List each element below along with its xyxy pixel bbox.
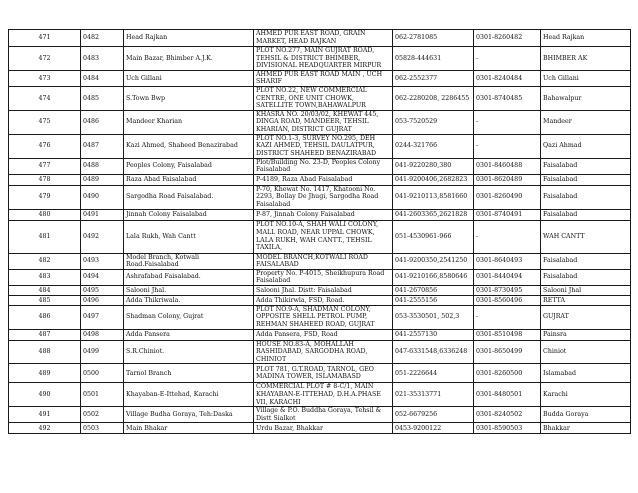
phone-cell: 041-9220280,380 bbox=[393, 158, 474, 174]
fax-cell: 0301-8510498 bbox=[474, 329, 541, 340]
branch-code-cell: 0486 bbox=[81, 110, 124, 134]
city-cell: Head Rajkan bbox=[541, 30, 631, 47]
address-cell: Adda Pansera, FSD, Road bbox=[254, 329, 393, 340]
phone-cell: 0453-9200122 bbox=[393, 423, 474, 434]
phone-cell: 041-2670856 bbox=[393, 285, 474, 295]
branch-name-cell: Jinnah Colony Faisalabad bbox=[124, 209, 254, 220]
branch-code-cell: 0502 bbox=[81, 407, 124, 423]
fax-cell: 0301-8740491 bbox=[474, 209, 541, 220]
branch-code-cell: 0498 bbox=[81, 329, 124, 340]
sr-no-cell: 479 bbox=[9, 185, 81, 209]
phone-cell: 041-9210166,8580646 bbox=[393, 269, 474, 285]
branch-code-cell: 0491 bbox=[81, 209, 124, 220]
branch-code-cell: 0484 bbox=[81, 70, 124, 86]
sr-no-cell: 486 bbox=[9, 305, 81, 329]
city-cell: Faisalabad bbox=[541, 174, 631, 185]
branch-code-cell: 0501 bbox=[81, 383, 124, 407]
table-row bbox=[9, 47, 631, 71]
sr-no-cell: 473 bbox=[9, 70, 81, 86]
address-cell: PLOT 781, G.T.ROAD, TARNOL, GEO MADINA TOWER, ISLAMABASD bbox=[254, 364, 393, 383]
table-row bbox=[9, 220, 631, 253]
table-row bbox=[9, 329, 631, 340]
fax-cell: 0301-8640493 bbox=[474, 253, 541, 269]
sr-no-cell: 481 bbox=[9, 220, 81, 253]
branch-code-cell: 0485 bbox=[81, 86, 124, 110]
table-row bbox=[9, 340, 631, 364]
phone-cell: 062-2781085 bbox=[393, 30, 474, 47]
fax-cell: 0301-8480501 bbox=[474, 383, 541, 407]
fax-cell: - bbox=[474, 110, 541, 134]
city-cell: Karachi bbox=[541, 383, 631, 407]
city-cell: Mandeer bbox=[541, 110, 631, 134]
phone-cell: 041-9210113,8581660 bbox=[393, 185, 474, 209]
branch-name-cell: Kazi Ahmed, Shaheed Benazirabad bbox=[124, 134, 254, 158]
fax-cell: 0301-8460488 bbox=[474, 158, 541, 174]
table-row bbox=[9, 86, 631, 110]
branch-code-cell: 0488 bbox=[81, 158, 124, 174]
branch-code-cell: 0496 bbox=[81, 295, 124, 305]
table-row bbox=[9, 364, 631, 383]
city-cell: BHIMBER AK bbox=[541, 47, 631, 71]
sr-no-cell: 492 bbox=[9, 423, 81, 434]
phone-cell: 062-2552377 bbox=[393, 70, 474, 86]
branch-name-cell: Village Budha Goraya, Teh:Daska bbox=[124, 407, 254, 423]
address-cell: Property No. P-4015, Sheikhupura Road Faisalabad bbox=[254, 269, 393, 285]
city-cell: Chiniot bbox=[541, 340, 631, 364]
fax-cell: 0301-8440494 bbox=[474, 269, 541, 285]
table-row bbox=[9, 174, 631, 185]
fax-cell: - bbox=[474, 305, 541, 329]
sr-no-cell: 483 bbox=[9, 269, 81, 285]
sr-no-cell: 488 bbox=[9, 340, 81, 364]
table-row bbox=[9, 285, 631, 295]
city-cell: Salooni Jhal bbox=[541, 285, 631, 295]
phone-cell: 0244-321766 bbox=[393, 134, 474, 158]
branch-name-cell: S.Town Bwp bbox=[124, 86, 254, 110]
fax-cell: - bbox=[474, 134, 541, 158]
city-cell: RETTA bbox=[541, 295, 631, 305]
phone-cell: 051-2226644 bbox=[393, 364, 474, 383]
fax-cell: - bbox=[474, 47, 541, 71]
phone-cell: 041-9200406,2682823 bbox=[393, 174, 474, 185]
address-cell: Village & P.O. Buddha Goraya, Tehsil & Distt Sialkot bbox=[254, 407, 393, 423]
sr-no-cell: 485 bbox=[9, 295, 81, 305]
address-cell: AHMED PUR EAST ROAD MAIN , UCH SHARIF bbox=[254, 70, 393, 86]
table-row bbox=[9, 209, 631, 220]
branch-code-cell: 0495 bbox=[81, 285, 124, 295]
fax-cell: - bbox=[474, 220, 541, 253]
sr-no-cell: 474 bbox=[9, 86, 81, 110]
branch-table bbox=[8, 29, 631, 434]
city-cell: Uch Gillani bbox=[541, 70, 631, 86]
branch-code-cell: 0489 bbox=[81, 174, 124, 185]
branch-code-cell: 0490 bbox=[81, 185, 124, 209]
sr-no-cell: 484 bbox=[9, 285, 81, 295]
sr-no-cell: 480 bbox=[9, 209, 81, 220]
branch-name-cell: Raza Abad Faisalabad bbox=[124, 174, 254, 185]
branch-name-cell: S.R.Chiniot. bbox=[124, 340, 254, 364]
branch-name-cell: Main Bhakar bbox=[124, 423, 254, 434]
fax-cell: 0301-8730495 bbox=[474, 285, 541, 295]
city-cell: Faisalabad bbox=[541, 269, 631, 285]
sr-no-cell: 471 bbox=[9, 30, 81, 47]
sr-no-cell: 476 bbox=[9, 134, 81, 158]
city-cell: Budda Goraya bbox=[541, 407, 631, 423]
fax-cell: 0301-8260490 bbox=[474, 185, 541, 209]
sr-no-cell: 491 bbox=[9, 407, 81, 423]
table-row bbox=[9, 110, 631, 134]
table-row bbox=[9, 134, 631, 158]
sr-no-cell: 472 bbox=[9, 47, 81, 71]
table-row bbox=[9, 253, 631, 269]
address-cell: P-70, Khewat No. 1417, Khatooni No. 2293, Bollay De Jhugi, Sargodha Road Faisalabad bbox=[254, 185, 393, 209]
branch-name-cell: Salooni Jhal. bbox=[124, 285, 254, 295]
phone-cell: 047-6331548,6336248 bbox=[393, 340, 474, 364]
branch-code-cell: 0494 bbox=[81, 269, 124, 285]
branch-code-cell: 0500 bbox=[81, 364, 124, 383]
phone-cell: 041-9200350,2541250 bbox=[393, 253, 474, 269]
branch-code-cell: 0503 bbox=[81, 423, 124, 434]
phone-cell: 05828-444631 bbox=[393, 47, 474, 71]
sr-no-cell: 477 bbox=[9, 158, 81, 174]
address-cell: Salooni Jhal. Distt: Faisalabad bbox=[254, 285, 393, 295]
branch-code-cell: 0499 bbox=[81, 340, 124, 364]
city-cell: Islamabad bbox=[541, 364, 631, 383]
address-cell: PLOT NO.10-A, SHAH WALI COLONY, MALL ROAD, NEAR UPPAL CHOWK, LALA RUKH, WAH CANTT., TEHSIL TAXILA, bbox=[254, 220, 393, 253]
address-cell: HOUSE NO.83-A, MOHALLAH RASHIDABAD, SARGODHA ROAD, CHINIOT bbox=[254, 340, 393, 364]
branch-name-cell: Tarnol Branch bbox=[124, 364, 254, 383]
address-cell: Adda Thikirwla, FSD, Road. bbox=[254, 295, 393, 305]
address-cell: PLOT NO.277, MAIN GUJRAT ROAD, TEHSIL & DISTRICT BHIMBER, DIVISIONAL HEADQUARTER MIRPUR bbox=[254, 47, 393, 71]
address-cell: P-4189, Raza Abad Faisalabad bbox=[254, 174, 393, 185]
phone-cell: 021-35313771 bbox=[393, 383, 474, 407]
fax-cell: 0301-8260500 bbox=[474, 364, 541, 383]
branch-name-cell: Khayaban-E-Ittehad, Karachi bbox=[124, 383, 254, 407]
address-cell: PLOT NO.9-A, SHADMAN COLONY, OPPOSITE SHELL PETROL PUMP, REHMAN SHAHEED ROAD, GUJRAT bbox=[254, 305, 393, 329]
address-cell: P-87, Jinnah Colony Faisalabad bbox=[254, 209, 393, 220]
branch-name-cell: Main Bazar, Bhimber A.J.K. bbox=[124, 47, 254, 71]
phone-cell: 041-2555156 bbox=[393, 295, 474, 305]
branch-code-cell: 0483 bbox=[81, 47, 124, 71]
fax-cell: 0301-8240502 bbox=[474, 407, 541, 423]
phone-cell: 053-3530501, 502,3 bbox=[393, 305, 474, 329]
city-cell: Bhakkar bbox=[541, 423, 631, 434]
branch-name-cell: Peoples Colony, Faisalabad bbox=[124, 158, 254, 174]
city-cell: Faisalabad bbox=[541, 185, 631, 209]
city-cell: Bahawalpur bbox=[541, 86, 631, 110]
branch-name-cell: Shadman Colony, Gujrat bbox=[124, 305, 254, 329]
branch-code-cell: 0492 bbox=[81, 220, 124, 253]
table-row bbox=[9, 383, 631, 407]
fax-cell: 0301-8240484 bbox=[474, 70, 541, 86]
address-cell: Urdu Bazar, Bhakkar bbox=[254, 423, 393, 434]
table-row bbox=[9, 407, 631, 423]
sr-no-cell: 489 bbox=[9, 364, 81, 383]
branch-code-cell: 0482 bbox=[81, 30, 124, 47]
branch-code-cell: 0487 bbox=[81, 134, 124, 158]
table-row bbox=[9, 70, 631, 86]
branch-name-cell: Ashrafabad Faisalabad. bbox=[124, 269, 254, 285]
branch-name-cell: Model Branch, Kotwali Road.Faisalabad bbox=[124, 253, 254, 269]
branch-list-sheet bbox=[8, 29, 630, 434]
sr-no-cell: 490 bbox=[9, 383, 81, 407]
branch-name-cell: Head Rajkan bbox=[124, 30, 254, 47]
city-cell: WAH CANTT bbox=[541, 220, 631, 253]
sr-no-cell: 478 bbox=[9, 174, 81, 185]
city-cell: Qazi Ahmad bbox=[541, 134, 631, 158]
branch-name-cell: Adda Thikriwala. bbox=[124, 295, 254, 305]
city-cell: Faisalabad bbox=[541, 209, 631, 220]
branch-name-cell: Adda Pansera bbox=[124, 329, 254, 340]
branch-code-cell: 0493 bbox=[81, 253, 124, 269]
address-cell: AHMED PUR EAST ROAD, GRAIN MARKET, HEAD RAJKAN bbox=[254, 30, 393, 47]
table-row bbox=[9, 423, 631, 434]
fax-cell: 0301-8620489 bbox=[474, 174, 541, 185]
table-row bbox=[9, 295, 631, 305]
table-row bbox=[9, 185, 631, 209]
branch-name-cell: Lala Rukh, Wah Cantt bbox=[124, 220, 254, 253]
sr-no-cell: 487 bbox=[9, 329, 81, 340]
branch-name-cell: Uch Gillani bbox=[124, 70, 254, 86]
city-cell: Faisalabad bbox=[541, 253, 631, 269]
address-cell: MODEL BRANCH,KOTWALI ROAD FAISALABAD bbox=[254, 253, 393, 269]
fax-cell: 0301-8740485 bbox=[474, 86, 541, 110]
table-row bbox=[9, 269, 631, 285]
fax-cell: 0301-8260482 bbox=[474, 30, 541, 47]
branch-name-cell: Mandeer Kharian bbox=[124, 110, 254, 134]
phone-cell: 053-7520529 bbox=[393, 110, 474, 134]
table-row bbox=[9, 158, 631, 174]
branch-code-cell: 0497 bbox=[81, 305, 124, 329]
city-cell: Faisalabad bbox=[541, 158, 631, 174]
sr-no-cell: 475 bbox=[9, 110, 81, 134]
phone-cell: 052-6679256 bbox=[393, 407, 474, 423]
address-cell: PLOT NO.22, NEW COMMERCIAL CENTRE, ONE UNIT CHOWK, SATELLITE TOWN,BAHAWALPUR bbox=[254, 86, 393, 110]
address-cell: COMMERCIAL PLOT # 8-C/1, MAIN KHAYABAN-E-ITTEHAD, D.H.A.PHASE VII, KARACHI bbox=[254, 383, 393, 407]
table-row bbox=[9, 305, 631, 329]
branch-name-cell: Sargodha Road Faisalabad. bbox=[124, 185, 254, 209]
branch-table-body bbox=[9, 30, 631, 434]
table-row bbox=[9, 30, 631, 47]
city-cell: GUJRAT bbox=[541, 305, 631, 329]
phone-cell: 051-4530961-966 bbox=[393, 220, 474, 253]
address-cell: Plot/Building No. 23-D, Peoples Colony Faisalabad bbox=[254, 158, 393, 174]
phone-cell: 062-2280208, 2286455 bbox=[393, 86, 474, 110]
fax-cell: 0301-8560496 bbox=[474, 295, 541, 305]
address-cell: PLOT NO.1-3, SURVEY NO.295, DEH KAZI AHMED, TEHSIL DAULATPUR, DISTRICT SHAHEED BENAZIRABAD bbox=[254, 134, 393, 158]
sr-no-cell: 482 bbox=[9, 253, 81, 269]
fax-cell: 0301-8590503 bbox=[474, 423, 541, 434]
phone-cell: 041-2557130 bbox=[393, 329, 474, 340]
city-cell: Painsra bbox=[541, 329, 631, 340]
address-cell: KHASRA NO. 20/03/02, KHEWAT 445, DINGA ROAD, MANDEER, TEHSIL KHARIAN, DISTRICT GUJRAT bbox=[254, 110, 393, 134]
fax-cell: 0301-8650499 bbox=[474, 340, 541, 364]
phone-cell: 041-2603365,2621828 bbox=[393, 209, 474, 220]
